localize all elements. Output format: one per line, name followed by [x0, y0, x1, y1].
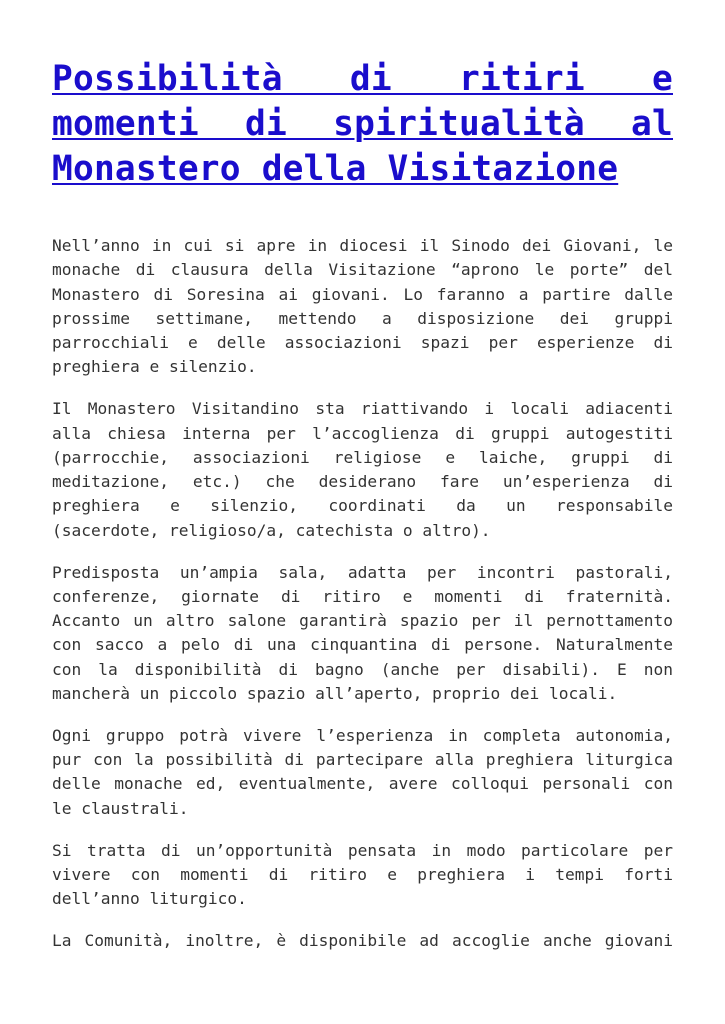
text-line: meditazione, etc.) che desiderano fare un’esperienza di — [52, 472, 673, 492]
text-line: prossime settimane, mettendo a disposizione dei gruppi — [52, 308, 673, 328]
paragraph-6 — [52, 929, 673, 953]
title-line: Possibilità di ritiri e — [52, 59, 673, 99]
text-line: Nell’anno in cui si apre in diocesi il Sinodo dei Giovani, le — [52, 236, 673, 255]
paragraph-1 — [52, 234, 673, 380]
text-line: monache di clausura della Visitazione “aprono le porte” del — [52, 260, 673, 280]
text-line: (sacerdote, religioso/a, catechista o altro). — [52, 520, 491, 540]
text-line: mancherà un piccolo spazio all’aperto, proprio dei locali. — [52, 684, 618, 704]
text-line: vivere con momenti di ritiro e preghiera i tempi forti — [52, 864, 673, 884]
text-line: preghiera e silenzio. — [52, 357, 257, 377]
paragraph-2 — [52, 397, 673, 543]
article-title-link[interactable] — [52, 57, 673, 192]
text-line: Si tratta di un’opportunità pensata in modo particolare per — [52, 840, 673, 860]
text-line: Il Monastero Visitandino sta riattivando i locali adiacenti — [52, 399, 673, 419]
text-line: Monastero di Soresina ai giovani. Lo faranno a partire dalle — [52, 284, 673, 304]
text-line: Ogni gruppo potrà vivere l’esperienza in completa autonomia, — [52, 725, 673, 745]
article — [52, 57, 673, 971]
paragraph-5 — [52, 839, 673, 912]
text-line: pur con la possibilità di partecipare alla preghiera liturgica — [52, 750, 673, 770]
paragraph-3 — [52, 561, 673, 707]
text-line: con la disponibilità di bagno (anche per disabili). E non — [52, 659, 673, 679]
title-line: Monastero della Visitazione — [52, 149, 619, 189]
text-line: conferenze, giornate di ritiro e momenti di fraternità. — [52, 586, 673, 606]
paragraph-4 — [52, 724, 673, 821]
text-line: (parrocchie, associazioni religiose e laiche, gruppi di — [52, 447, 673, 467]
text-line: Accanto un altro salone garantirà spazio per il pernottamento — [52, 611, 673, 631]
text-line: le claustrali. — [52, 798, 189, 818]
text-line: La Comunità, inoltre, è disponibile ad accoglie anche giovani — [52, 930, 673, 950]
text-line: preghiera e silenzio, coordinati da un responsabile — [52, 496, 673, 516]
text-line: con sacco a pelo di una cinquantina di persone. Naturalmente — [52, 635, 673, 655]
text-line: delle monache ed, eventualmente, avere colloqui personali con — [52, 774, 673, 794]
title-line: momenti di spiritualità al — [52, 104, 673, 144]
text-line: Predisposta un’ampia sala, adatta per incontri pastorali, — [52, 562, 673, 582]
text-line: parrocchiali e delle associazioni spazi per esperienze di — [52, 333, 673, 353]
text-line: dell’anno liturgico. — [52, 889, 247, 909]
article-body — [52, 234, 673, 953]
text-line: alla chiesa interna per l’accoglienza di gruppi autogestiti — [52, 423, 673, 443]
